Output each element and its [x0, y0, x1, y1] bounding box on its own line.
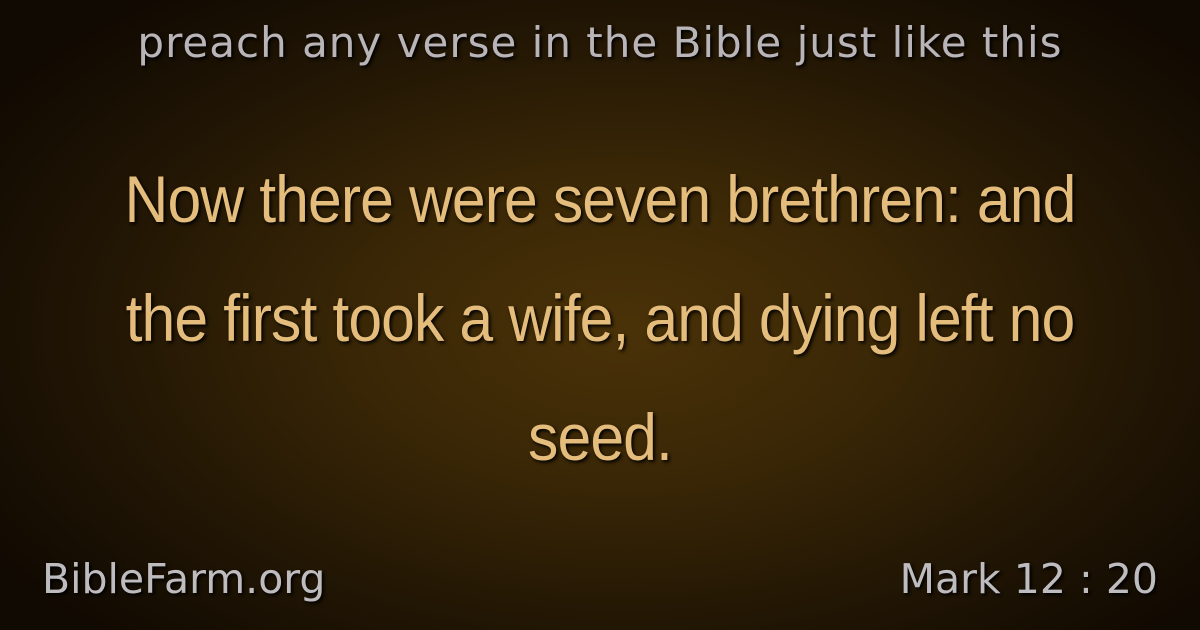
- verse-reference: Mark 12 : 20: [899, 555, 1158, 603]
- tagline: preach any verse in the Bible just like this: [137, 18, 1063, 67]
- site-name: BibleFarm.org: [42, 555, 326, 603]
- verse-text: Now there were seven brethren: and the first took a wife, and dying left no seed.: [124, 162, 1076, 474]
